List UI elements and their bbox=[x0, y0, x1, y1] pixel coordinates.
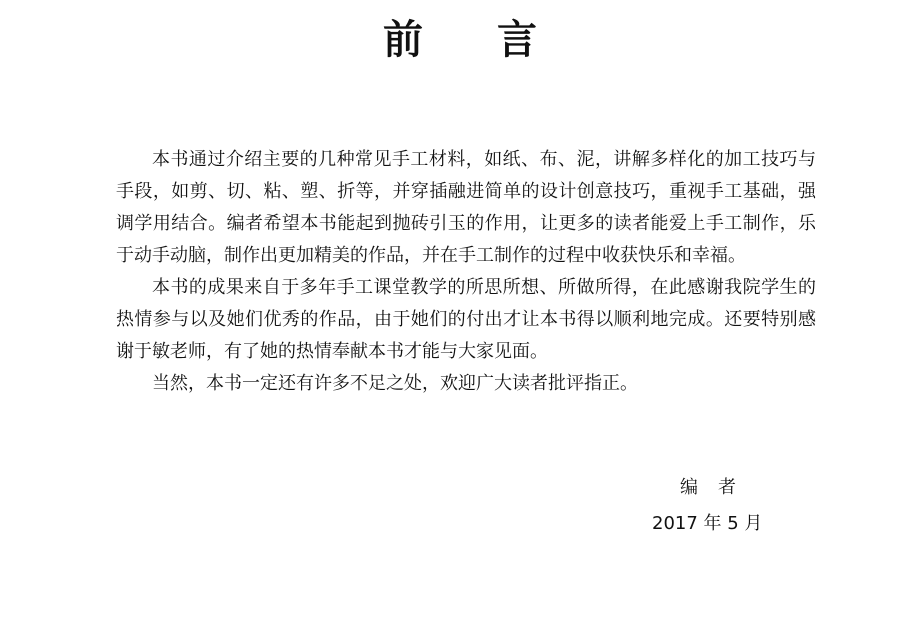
signature-date: 2017 年 5 月 bbox=[652, 513, 763, 534]
signature-author: 编者 bbox=[680, 477, 756, 498]
paragraph-3: 当然，本书一定还有许多不足之处，欢迎广大读者批评指正。 bbox=[152, 373, 638, 394]
paragraph-2: 本书的成果来自于多年手工课堂教学的所思所想、所做所得，在此感谢我院学生的热情参与以及她们优秀的作品，由于她们的付出才让本书得以顺利地完成。还要特别感谢于敏老师，有了她的热情奉献本书才能与大家见面。 bbox=[116, 277, 816, 362]
page-title: 前 言 bbox=[383, 16, 567, 63]
preface-body bbox=[116, 144, 816, 400]
paragraph-1: 本书通过介绍主要的几种常见手工材料，如纸、布、泥，讲解多样化的加工技巧与手段，如剪、切、粘、塑、折等，并穿插融进简单的设计创意技巧，重视手工基础，强调学用结合。编者希望本书能起到抛砖引玉的作用，让更多的读者能爱上手工制作，乐于动手动脑，制作出更加精美的作品，并在手工制作的过程中收获快乐和幸福。 bbox=[116, 149, 816, 266]
